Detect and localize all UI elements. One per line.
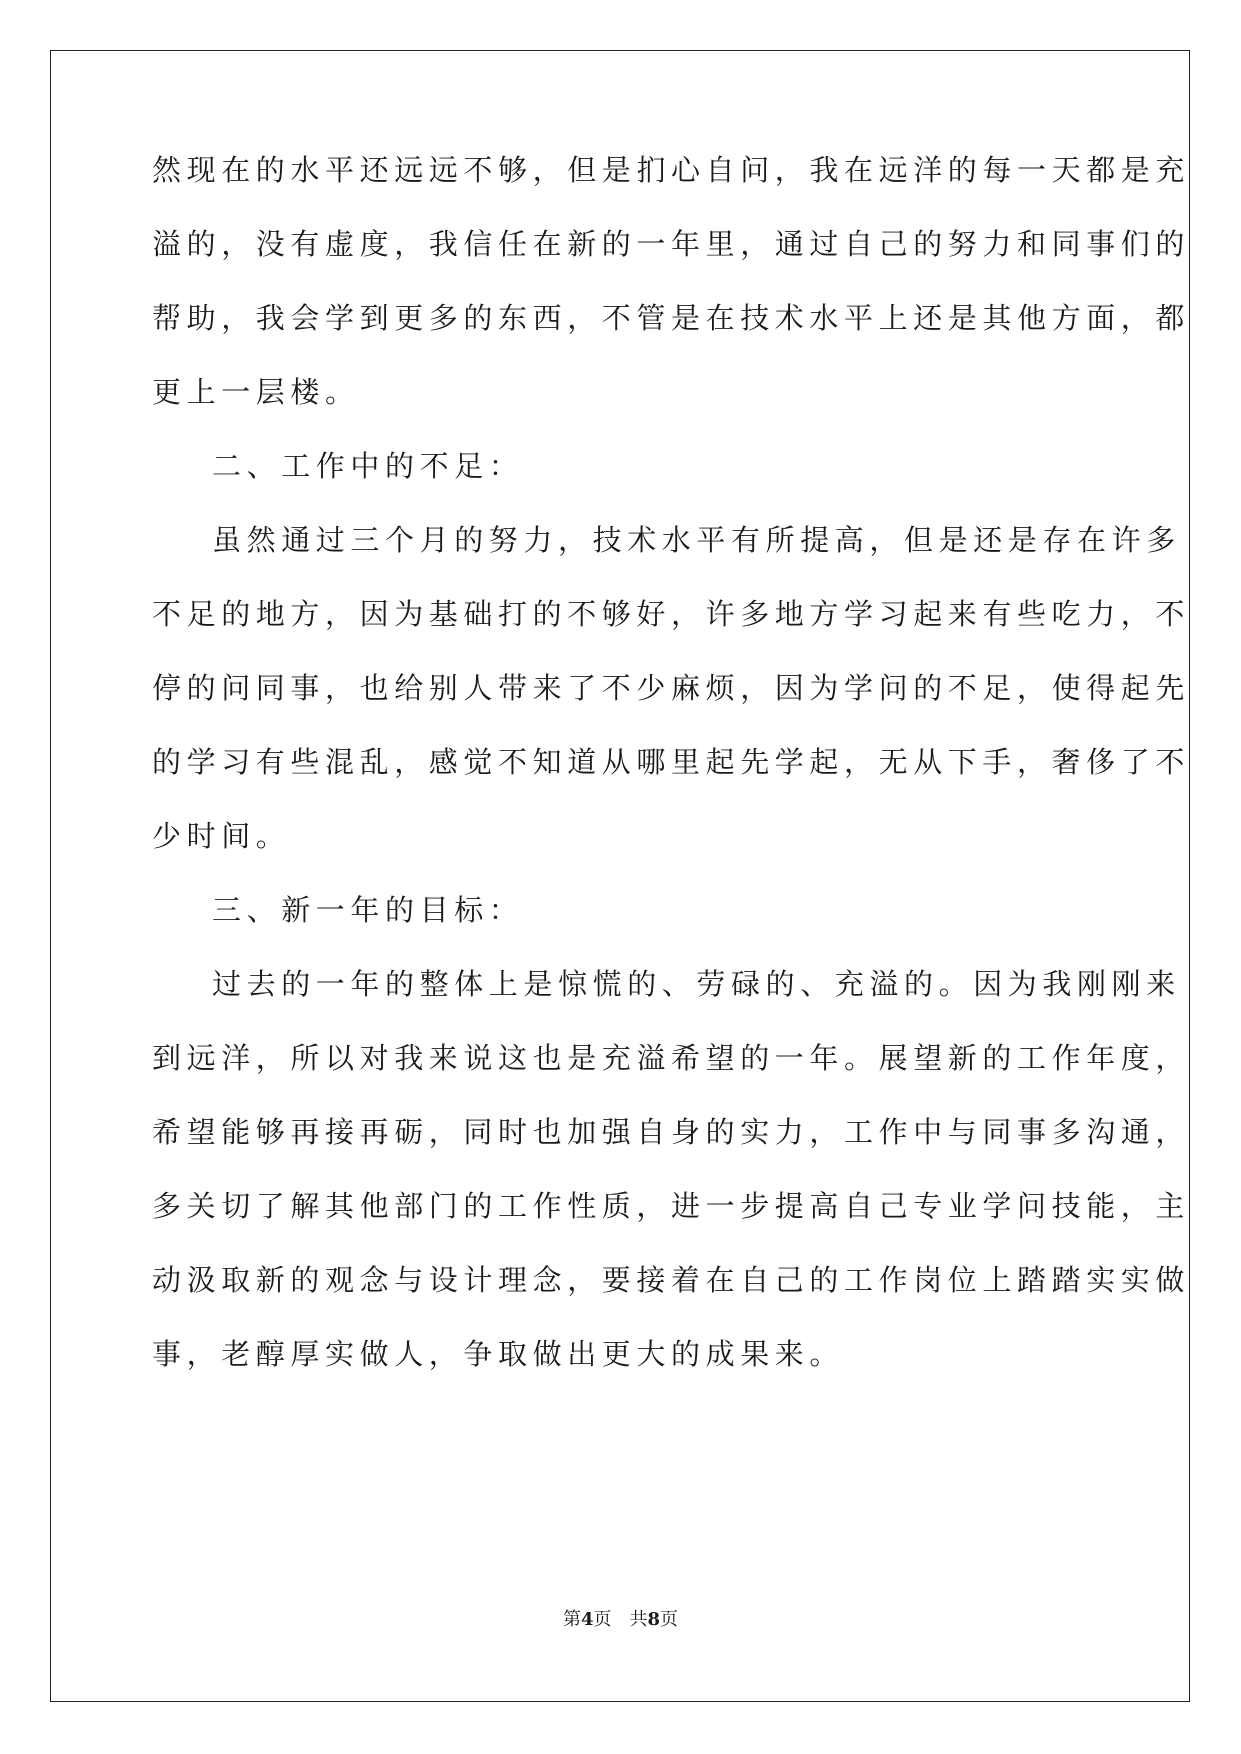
paragraph-line: 停的问同事，也给别人带来了不少麻烦，因为学问的不足，使得起先 (152, 671, 1191, 705)
paragraph-line: 帮助，我会学到更多的东西，不管是在技术水平上还是其他方面，都 (152, 301, 1191, 335)
paragraph-line: 更上一层楼。 (152, 375, 360, 409)
paragraph-line: 虽然通过三个月的努力，技术水平有所提高，但是还是存在许多 (212, 523, 1181, 557)
page-footer (0, 1608, 1241, 1632)
paragraph-line: 到远洋，所以对我来说这也是充溢希望的一年。展望新的工作年度， (152, 1041, 1191, 1075)
paragraph-line: 希望能够再接再砺，同时也加强自身的实力，工作中与同事多沟通， (152, 1115, 1191, 1149)
paragraph-line: 事，老醇厚实做人，争取做出更大的成果来。 (152, 1337, 845, 1371)
paragraph-line: 溢的，没有虚度，我信任在新的一年里，通过自己的努力和同事们的 (152, 227, 1191, 261)
paragraph-line: 的学习有些混乱，感觉不知道从哪里起先学起，无从下手，奢侈了不 (152, 745, 1191, 779)
page-prefix: 第 (562, 1609, 581, 1630)
paragraph-line: 过去的一年的整体上是惊慌的、劳碌的、充溢的。因为我刚刚来 (212, 967, 1181, 1001)
paragraph-line: 多关切了解其他部门的工作性质，进一步提高自己专业学问技能，主 (152, 1189, 1191, 1223)
section-heading: 三、新一年的目标： (212, 893, 524, 927)
paragraph-line: 然现在的水平还远远不够，但是扪心自问，我在远洋的每一天都是充 (152, 153, 1191, 187)
total-page-count: 8 (647, 1609, 661, 1630)
paragraph-line: 少时间。 (152, 819, 291, 853)
total-prefix: 共 (629, 1609, 648, 1630)
current-page-number: 4 (580, 1609, 594, 1630)
page-unit: 页 (593, 1609, 612, 1630)
paragraph-line: 动汲取新的观念与设计理念，要接着在自己的工作岗位上踏踏实实做 (152, 1263, 1191, 1297)
section-heading: 二、工作中的不足： (212, 449, 524, 483)
paragraph-line: 不足的地方，因为基础打的不够好，许多地方学习起来有些吃力，不 (152, 597, 1191, 631)
total-unit: 页 (660, 1609, 679, 1630)
